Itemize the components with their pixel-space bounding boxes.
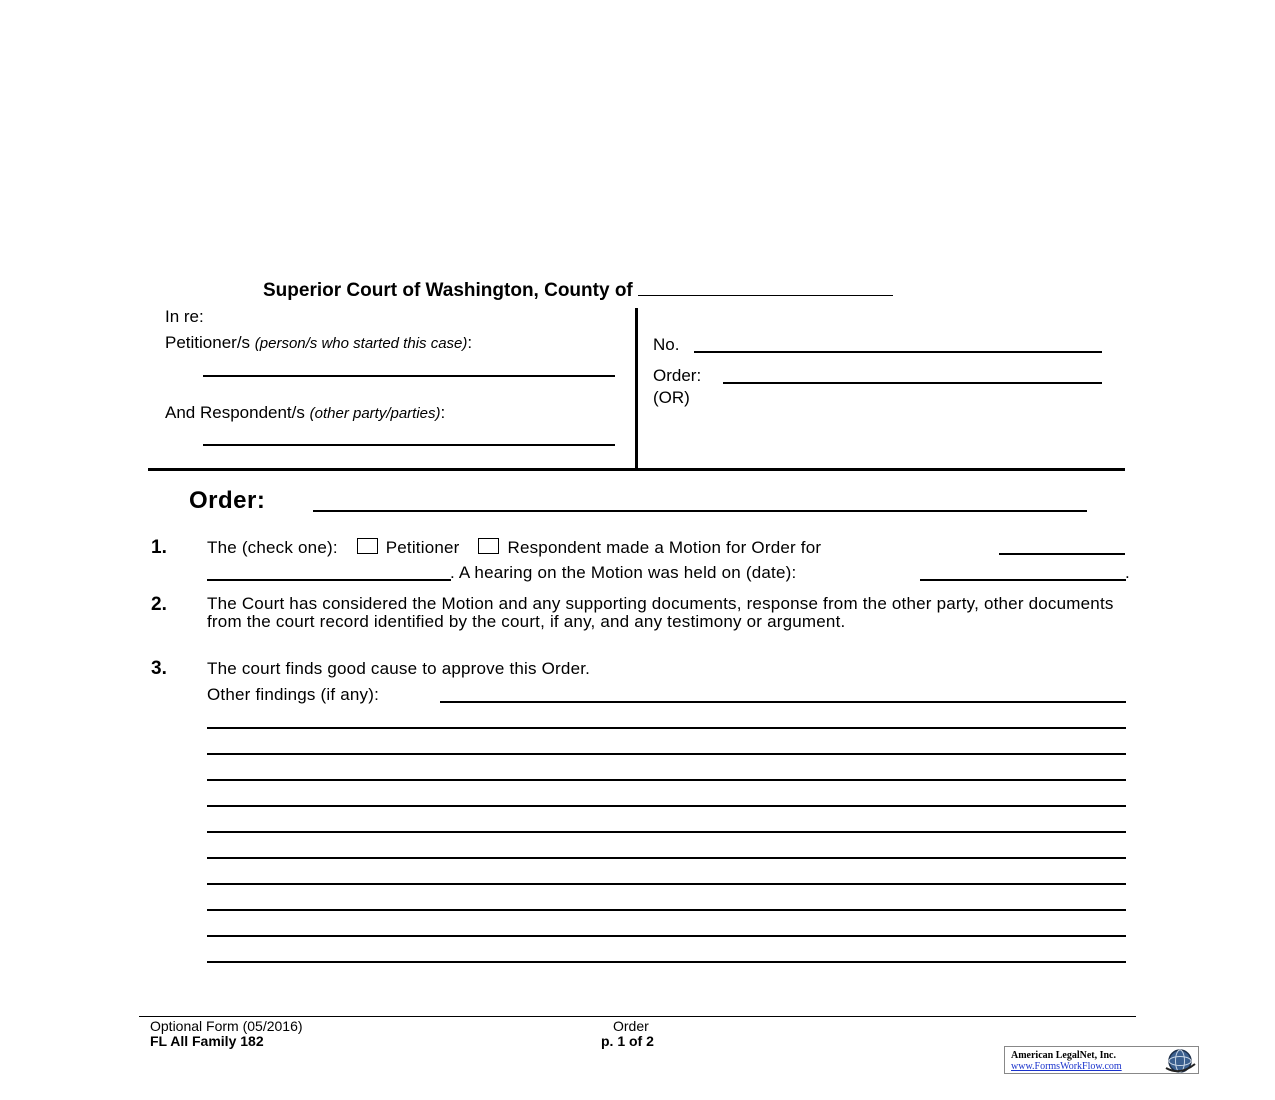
order-title: Order: [189,487,266,514]
respondent-note: (other party/parties) [309,405,441,422]
in-re-label: In re: [165,307,204,326]
footer-title: Order [613,1018,649,1034]
respondent-colon: : [440,403,446,422]
findings-line[interactable] [207,753,1126,755]
item-3-number: 3. [151,658,167,679]
case-number-field[interactable] [694,351,1102,353]
respondent-label [165,403,445,423]
caption-divider [635,308,638,469]
case-number-label: No. [653,335,680,354]
findings-line[interactable] [207,805,1126,807]
footer-rule [139,1016,1136,1017]
order-title-field[interactable] [313,510,1087,512]
footer-page-number: p. 1 of 2 [601,1033,654,1049]
vendor-name: American LegalNet, Inc. [1011,1050,1116,1061]
caption-bottom-rule [148,468,1125,471]
vendor-url[interactable]: www.FormsWorkFlow.com [1011,1061,1122,1072]
item-1-number: 1. [151,537,167,558]
respondent-checkbox[interactable] [478,538,499,554]
petitioner-label-text: Petitioner/s [165,333,251,352]
petitioner-label [165,333,472,353]
globe-icon [1162,1048,1198,1074]
motion-for-field[interactable] [999,553,1125,555]
findings-line[interactable] [207,883,1126,885]
footer-form-id: FL All Family 182 [150,1033,264,1049]
item-1-line-1 [207,538,821,558]
hearing-date-field[interactable] [920,579,1126,581]
item-3-text: The court finds good cause to approve this Order. [207,659,591,678]
item-1-lead: The (check one): [207,538,338,557]
item-2-number: 2. [151,594,167,615]
court-title-text: Superior Court of Washington, County of [263,280,633,301]
petitioner-option-label: Petitioner [385,538,460,557]
order-code-field[interactable] [723,382,1102,384]
item-2-text: The Court has considered the Motion and any supporting documents, response from the other party, other documents from the court record identified by the court, if any, and any testimony or argument. [207,594,1114,631]
findings-line[interactable] [207,909,1126,911]
findings-line[interactable] [207,779,1126,781]
respondent-label-text: And Respondent/s [165,403,305,422]
other-findings-field[interactable] [440,701,1126,703]
petitioner-note: (person/s who started this case) [254,335,468,352]
findings-line[interactable] [207,857,1126,859]
footer-form-label: Optional Form (05/2016) [150,1018,303,1034]
findings-line[interactable] [207,831,1126,833]
or-label: (OR) [653,388,690,407]
findings-line[interactable] [207,961,1126,963]
petitioner-checkbox[interactable] [357,538,378,554]
vendor-logo[interactable] [1004,1046,1199,1074]
respondent-option-label: Respondent made a Motion for Order for [507,538,822,557]
county-field[interactable] [638,295,893,296]
findings-line[interactable] [207,727,1126,729]
other-findings-label: Other findings (if any): [207,685,380,704]
respondent-name-field[interactable] [203,444,615,446]
findings-line[interactable] [207,935,1126,937]
item-1-line-2: . A hearing on the Motion was held on (date): [450,563,797,582]
motion-for-field-cont[interactable] [207,579,451,581]
court-title [263,280,893,302]
item-1-end: . [1125,563,1130,582]
petitioner-name-field[interactable] [203,375,615,377]
petitioner-colon: : [467,333,473,352]
order-code-label: Order: [653,366,702,385]
